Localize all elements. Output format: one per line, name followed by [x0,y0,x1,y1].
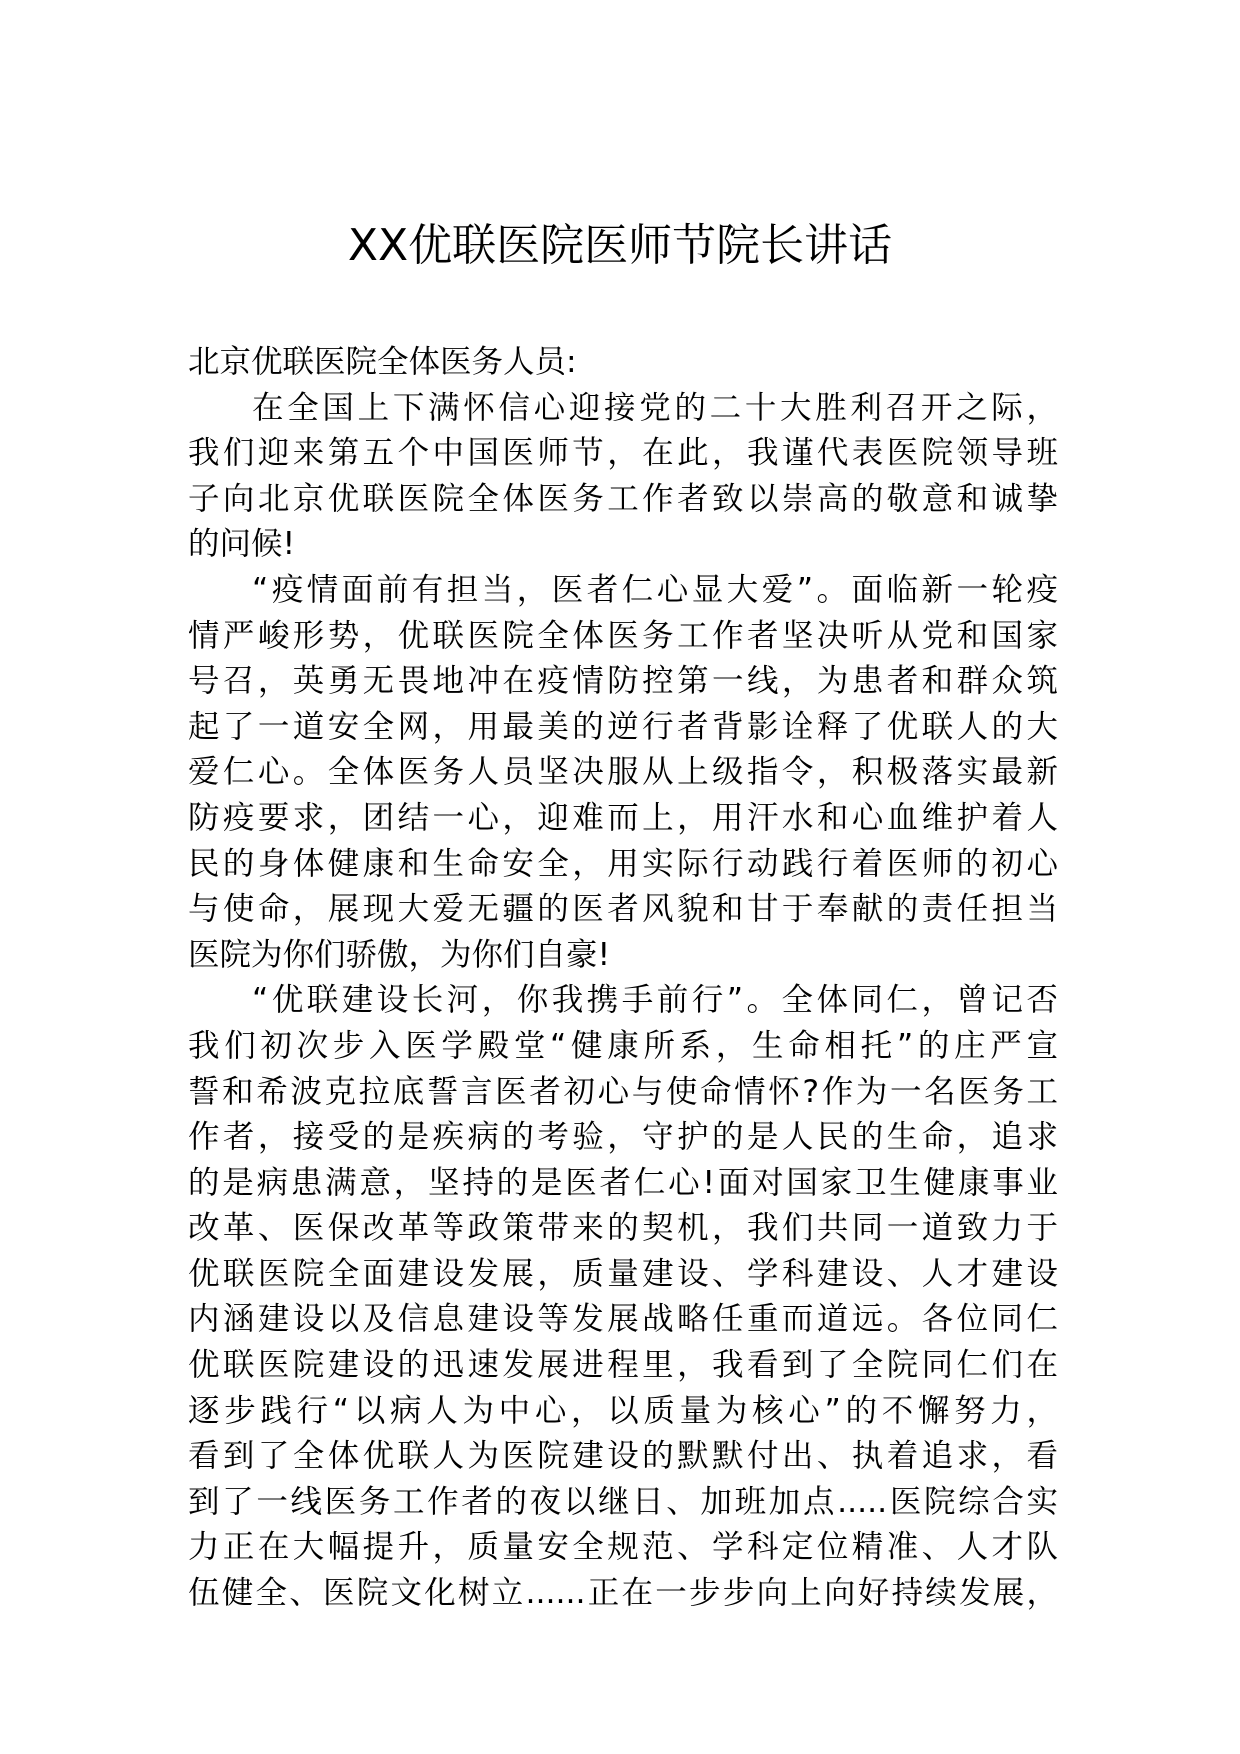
paragraph-3 [188,978,1058,1616]
text-line: 号召，英勇无畏地冲在疫情防控第一线，为患者和群众筑 [188,663,1058,700]
text-line: 民的身体健康和生命安全，用实际行动践行着医师的初心 [188,845,1058,882]
text-line: 我们迎来第五个中国医师节，在此，我谨代表医院领导班 [188,435,1058,472]
text-line: 我们初次步入医学殿堂“健康所系，生命相托”的庄严宣 [188,1027,1058,1064]
text-line: 医院为你们骄傲，为你们自豪! [188,936,611,973]
text-line: 优联医院全面建设发展，质量建设、学科建设、人才建设 [188,1255,1058,1292]
text-line: “优联建设长河，你我携手前行”。全体同仁，曾记否 [252,982,1058,1019]
text-line: 在全国上下满怀信心迎接党的二十大胜利召开之际， [252,389,1058,426]
salutation: 北京优联医院全体医务人员: [188,344,577,380]
text-line: 与使命，展现大爱无疆的医者风貌和甘于奉献的责任担当 [188,891,1058,928]
text-line: 伍健全、医院文化树立......正在一步步向上向好持续发展， [188,1575,1058,1612]
text-line: 爱仁心。全体医务人员坚决服从上级指令，积极落实最新 [188,754,1058,791]
text-line: 誓和希波克拉底誓言医者初心与使命情怀?作为一名医务工 [188,1073,1058,1110]
text-line: 的是病患满意，坚持的是医者仁心!面对国家卫生健康事业 [188,1164,1058,1201]
text-line: “疫情面前有担当，医者仁心显大爱”。面临新一轮疫 [252,571,1058,608]
document-title: XX优联医院医师节院长讲话 [347,220,893,271]
text-line: 看到了全体优联人为医院建设的默默付出、执着追求，看 [188,1438,1058,1475]
text-line: 情严峻形势，优联医院全体医务工作者坚决听从党和国家 [188,617,1058,654]
text-line: 力正在大幅提升，质量安全规范、学科定位精准、人才队 [188,1529,1058,1566]
document-body [188,340,1058,1617]
text-line: 防疫要求，团结一心，迎难而上，用汗水和心血维护着人 [188,799,1058,836]
text-line: 到了一线医务工作者的夜以继日、加班加点.....医院综合实 [188,1483,1058,1520]
text-line: 逐步践行“以病人为中心，以质量为核心”的不懈努力， [188,1392,1058,1429]
text-line: 内涵建设以及信息建设等发展战略任重而道远。各位同仁 [188,1301,1058,1338]
text-line: 改革、医保改革等政策带来的契机，我们共同一道致力于 [188,1210,1058,1247]
text-line: 作者，接受的是疾病的考验，守护的是人民的生命，追求 [188,1119,1058,1156]
text-line: 子向北京优联医院全体医务工作者致以崇高的敬意和诚挚 [188,480,1058,517]
text-line: 优联医院建设的迅速发展进程里，我看到了全院同仁们在 [188,1347,1058,1384]
paragraph-1 [188,386,1058,568]
text-line: 起了一道安全网，用最美的逆行者背影诠释了优联人的大 [188,708,1058,745]
text-line: 的问候! [188,526,296,563]
paragraph-2 [188,568,1058,978]
